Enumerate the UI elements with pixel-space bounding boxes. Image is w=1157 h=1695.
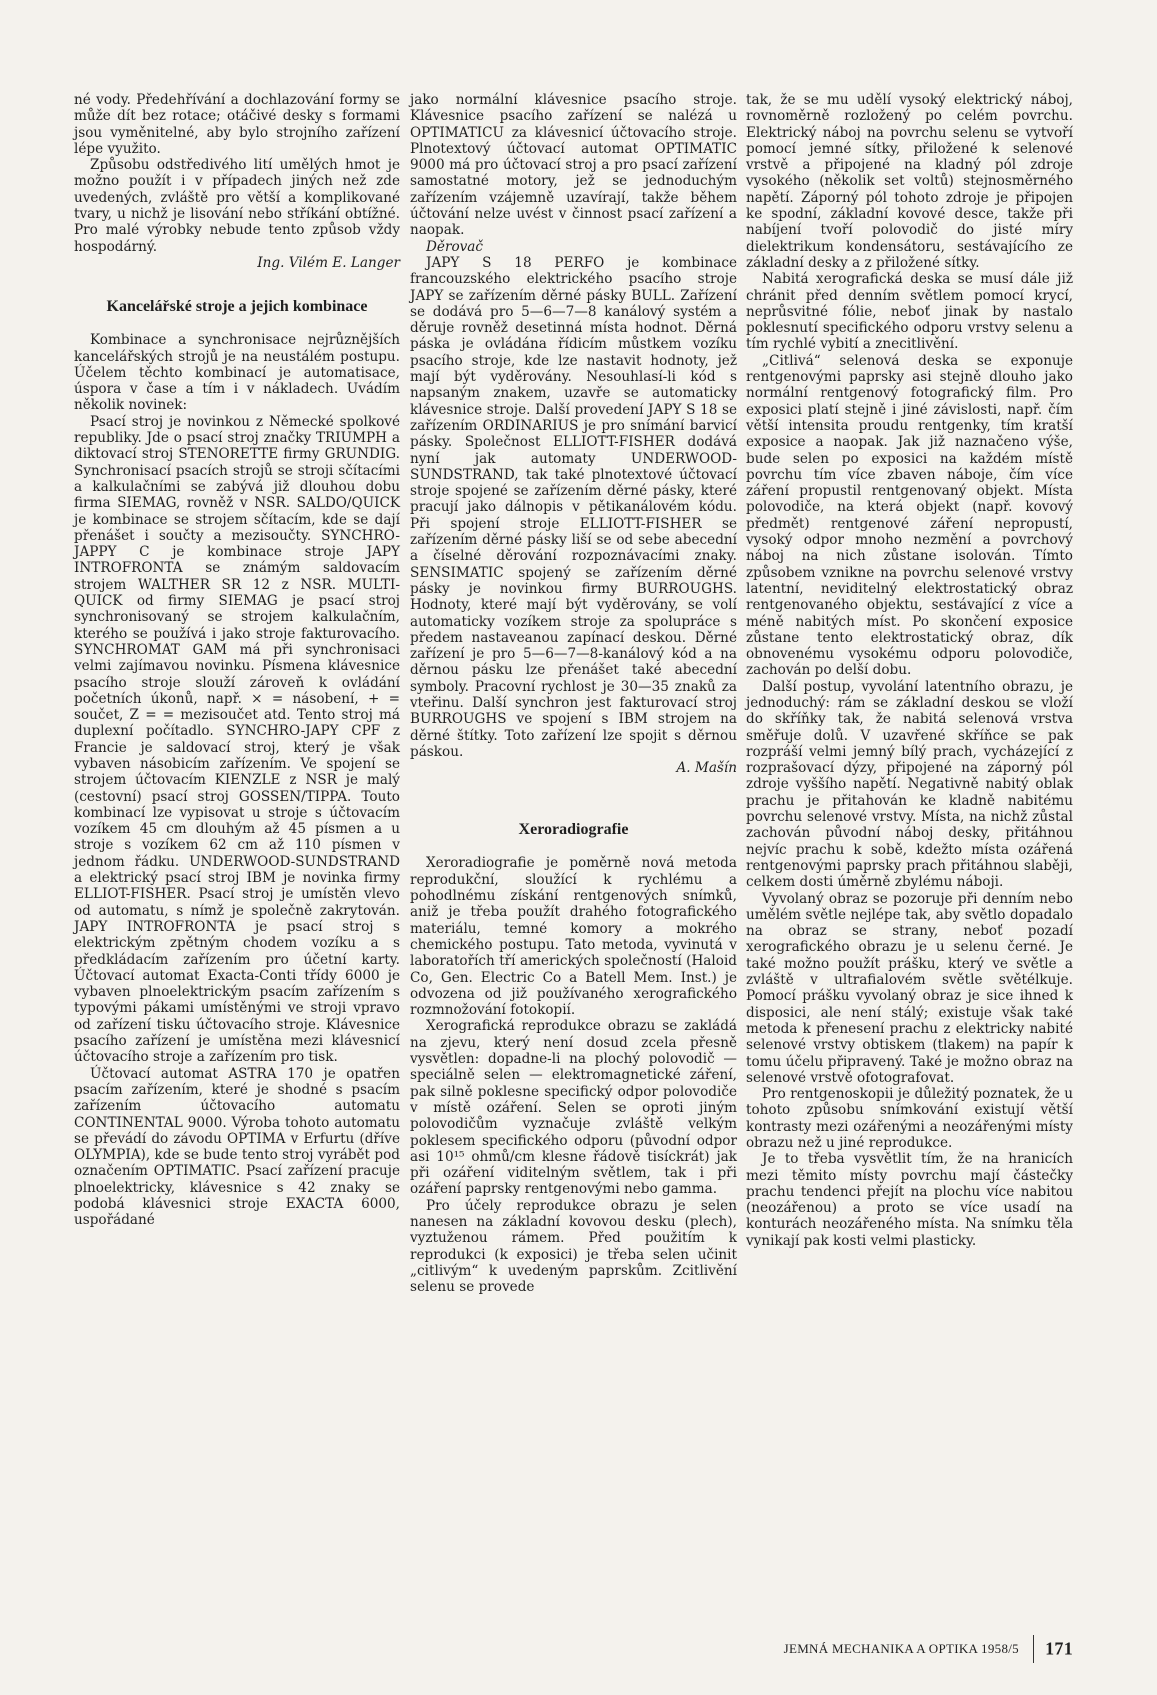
author-signature: A. Mašín — [676, 760, 737, 777]
column-1 — [74, 92, 400, 1229]
paragraph: Vyvolaný obraz se pozoruje při denním nebo umělém světle nejlépe tak, aby světlo dopadalo na obraz se strany, neboť pozadí xerografického obrazu je u selenu černé. Je také možno použít prášku, který ve světle a zvláště v ultrafialovém světle světélkuje. Pomocí prášku vyvolaný obraz je sice ihned k disposici, ale není stálý; existuje však také metoda k přenesení prachu z elektricky nabité selenové vrstvy obtiskem (tlakem) na papír k tomu účelu připravený. Také je možno obraz na selenové vrstvě ofotografovat. — [746, 890, 1073, 1086]
paragraph: „Citlivá“ selenová deska se exponuje rentgenovými paprsky asi stejně dlouho jako normální rentgenový fotografický film. Pro exposici platí stejně i jiné závislosti, např. čím větší intensita proudu rentgenky, tím kratší exposice a naopak. Jak již naznačeno výše, bude selen po exposici na každém místě povrchu tím více zbaven náboje, čím více záření propustil rentgenovaný objekt. Místa polovodiče, na která objekt (např. kovový předmět) rentgenové záření nepropustí, vysoký odpor mnoho nezmění a povrchový náboj na nich zůstane isolován. Tímto způsobem vznikne na povrchu selenové vrstvy latentní, neviditelný elektrostatický obraz rentgenovaného objektu, sestávající z více a méně nabitých míst. Po skončení exposice zůstane tento elektrostatický obraz, dík obnovenému vysokému odporu polovodiče, zachován po delší dobu. — [746, 352, 1073, 679]
page-number: 171 — [1045, 1638, 1073, 1659]
paragraph: JAPY S 18 PERFO je kombinace francouzského elektrického psacího stroje JAPY se zařízením děrné pásky BULL. Zařízení se dodává pro 5—6—7—8 kanálový systém a děruje rovněž desetinná místa hodnot. Děrná páska je ovládána řídicím můstkem vozíku psacího stroje, kde lze nastavit hodnoty, jež mají být vyděrovány. Nesouhlasí-li kód s napsaným znakem, uzavře se automaticky klávesnice stroje. Další provedení JAPY S 18 se zařízením ORDINARIUS je pro snímání barvicí pásky. Společnost ELLIOTT-FISHER dodává nyní jak automaty UNDERWOOD-SUNDSTRAND, tak také plnotextové účtovací stroje spojené se zařízením děrné pásky, které pracují jako dálnopis v pětikanálovém kódu. Při spojení stroje ELLIOTT-FISHER se zařízením děrné pásky liší se od sebe abecední a číselné děrování rozpoznávacími znaky. SENSIMATIC spojený se zařízením děrné pásky je novinkou firmy BURROUGHS. Hodnoty, které mají být vyděrovány, se volí automaticky vozíkem stroje za spolupráce s předem nastaveanou zapínací deskou. Děrné zařízení je pro 5—6—7—8-kanálový kód a na děrnou pásku lze přenášet také abecední symboly. Pracovní rychlost je 30—35 znaků za vteřinu. Další synchron jest fakturovací stroj BURROUGHS ve spojení s IBM strojem na děrné štítky. Toto zařízení lze spojit s děrnou páskou. — [410, 254, 737, 760]
paragraph: jako normální klávesnice psacího stroje. Klávesnice psacího zařízení se nalézá u OPTIMATICU za klávesnicí účtovacího stroje. Plnotextový účtovací automat OPTIMATIC 9000 má pro účtovací stroj a pro psací zařízení samostatné motory, jež se jednoduchým zařízením vzájemně uzavírají, takže během účtování nelze uvést v činnost psací zařízení a naopak. — [410, 92, 737, 239]
section-subheading: Děrovač — [426, 238, 484, 255]
paragraph: né vody. Předehřívání a dochlazování formy se může dít bez rotace; otáčivé desky s formami jsou vyměnitelné, aby bylo strojního zařízení lépe využito. — [74, 92, 400, 157]
paragraph: Kombinace a synchronisace nejrůznějších kancelářských strojů je na neustálém postupu. Účelem těchto kombinací je automatisace, úspora v čase a tím i v nákladech. Uvádím několik novinek: — [74, 332, 400, 414]
footer-divider — [1033, 1635, 1034, 1663]
paragraph: Nabitá xerografická deska se musí dále již chránit před denním světlem pomocí krycí, neprůsvitné fólie, neboť jinak by nastalo poklesnutí specifického odporu vrstvy selenu a tím rychlé vybití a znecitlivění. — [746, 271, 1073, 353]
paragraph: Psací stroj je novinkou z Německé spolkové republiky. Jde o psací stroj značky TRIUMPH a diktovací stroj STENORETTE firmy GRUNDIG. Synchronisací psacích strojů se stroji sčítacími a kalkulačními se zabývá již dlouhou dobu firma SIEMAG, rovněž v NSR. SALDO/QUICK je kombinace se strojem sčítacím, kde se dají přenášet i součty a mezisoučty. SYNCHRO-JAPPY C je kombinace stroje JAPY INTROFRONTA se známým saldovacím strojem WALTHER SR 12 z NSR. MULTI-QUICK od firmy SIEMAG je psací stroj synchronisovaný se strojem kalkulačním, kterého se používá i jako stroje fakturovacího. SYNCHROMAT GAM má při synchronisaci velmi zajímavou novinku. Písmena klávesnice psacího stroje slouží zároveň k ovládání početních úkonů, např. × = násobení, + = součet, Z = = mezisoučet atd. Tento stroj má duplexní počítadlo. SYNCHRO-JAPY CPF z Francie je saldovací stroj, který je však vybaven násobicím zařízením. Ve spojení se strojem účtovacím KIENZLE z NSR je malý (cestovní) psací stroj GOSSEN/TIPPA. Touto kombinací lze vypisovat u stroje s účtovacím vozíkem 45 cm dlouhým až 45 písmen a u stroje s vozíkem 62 cm až 110 písmen v jednom řádku. UNDERWOOD-SUNDSTRAND a elektrický psací stroj IBM je novinka firmy ELLIOT-FISHER. Psací stroj je umístěn vlevo od automatu, s nímž je společně zakrytován. JAPY INTROFRONTA je psací stroj s elektrickým zpětným chodem vozíku a s předkládacím zařízením pro účetní karty. Účtovací automat Exacta-Conti třídy 6000 je vybaven plnoelektrickým psacím zařízením s typovými pákami umístěnými ve stroji vpravo od zařízení tisku účtovacího stroje. Klávesnice psacího zařízení je umístěna mezi klávesnicí účtovacího stroje a zařízením pro tisk. — [74, 413, 400, 1066]
page-footer — [784, 1635, 1073, 1663]
paragraph: Pro rentgenoskopii je důležitý poznatek, že u tohoto způsobu snímkování existují větší kontrasty mezi ozářenými a neozářenými místy obrazu než u jiné reprodukce. — [746, 1086, 1073, 1151]
paragraph: Účtovací automat ASTRA 170 je opatřen psacím zařízením, které je shodné s psacím zařízením účtovacího automatu CONTINENTAL 9000. Výroba tohoto automatu se převádí do závodu OPTIMA v Erfurtu (dříve OLYMPIA), kde se bude tento stroj vyrábět pod označením OPTIMATIC. Psací zařízení pracuje plnoelektricky, klávesnice s 42 znaky se podobá klávesnici stroje EXACTA 6000, uspořádané — [74, 1065, 400, 1229]
paragraph: Způsobu odstředivého lití umělých hmot je možno použít i v případech jiných než zde uvedených, zvláště pro větší a komplikované tvary, u nichž je lisování nebo stříkání obtížné. Pro malé výrobky nebude tento způsob vždy hospodárný. — [74, 157, 400, 255]
column-3 — [746, 92, 1073, 1249]
paragraph: Další postup, vyvolání latentního obrazu, je jednoduchý: rám se základní deskou se vloží do skříňky tak, že nabitá selenová vrstva směřuje dolů. V uzavřené skříňce se pak rozpráší velmi jemný bílý prach, vycházející z rozprašovací dýzy, připojené na záporný pól zdroje vyššího napětí. Negativně nabitý oblak prachu je přitahován ke kladně nabitému povrchu selenové vrstvy. Místa, na nichž zůstal zachován původní náboj desky, přitáhnou nejvíc prachu k sobě, kdežto místa ozářená rentgenovými paprsky prach přitáhnou slaběji, celkem dosti úměrně zbylému náboji. — [746, 678, 1073, 891]
paragraph: Xeroradiografie je poměrně nová metoda reprodukční, sloužící k rychlému a pohodlnému získání rentgenových snímků, aniž je třeba použít drahého fotografického materiálu, temné komory a mokrého chemického postupu. Tato metoda, vyvinutá v laboratořích tří amerických společností (Haloid Co, Gen. Electric Co a Batell Mem. Inst.) je odvozena od již používaného xerografického rozmnožování fotokopií. — [410, 855, 737, 1019]
paragraph: Pro účely reprodukce obrazu je selen nanesen na základní kovovou desku (plech), vyztuženou rámem. Před použitím k reprodukci (k exposici) je třeba selen učinit „citlivým“ k uvedeným paprskům. Zcitlivění selenu se provede — [410, 1197, 737, 1296]
author-signature: Ing. Vilém E. Langer — [257, 254, 400, 271]
column-2 — [410, 92, 737, 1295]
paragraph: Xerografická reprodukce obrazu se zakládá na zjevu, který není dosud zcela přesně vysvětlen: dopadne-li na plochý polovodič — speciálně selen — elektromagnetické záření, pak silně poklesne specifický odpor polovodiče v místě ozáření. Selen se oproti jiným polovodičům vyznačuje zvláště velkým poklesem specifického odporu (původní odpor asi 10¹⁵ ohmů/cm klesne řádově tisíckrát) jak při ozáření viditelným světlem, tak i při ozáření paprsky rentgenovými nebo gamma. — [410, 1018, 737, 1198]
article-heading: Kancelářské stroje a jejich kombinace — [106, 298, 368, 316]
journal-title: JEMNÁ MECHANIKA A OPTIKA 1958/5 — [783, 1641, 1019, 1656]
paragraph: Je to třeba vysvětlit tím, že na hranicích mezi těmito místy povrchu mají částečky prachu tendenci přejít na plochu více nabitou (neozářenou) a proto se více usadí na konturách neozářeného místa. Na snímku těla vynikají pak kosti velmi plasticky. — [746, 1151, 1073, 1249]
paragraph: tak, že se mu udělí vysoký elektrický náboj, rovnoměrně rozložený po celém povrchu. Elektrický náboj na povrchu selenu se vytvoří pomocí jemné sítky, přiložené k selenové vrstvě a připojené na kladný pól zdroje vysokého (několik set voltů) stejnosměrného napětí. Záporný pól tohoto zdroje je připojen ke spodní, základní kovové desce, takže při nabíjení tvoří polovodič do jisté míry dielektrikum kondensátoru, sestávajícího ze základní desky a z přiložené sítky. — [746, 92, 1073, 271]
article-heading: Xeroradiografie — [518, 821, 629, 839]
